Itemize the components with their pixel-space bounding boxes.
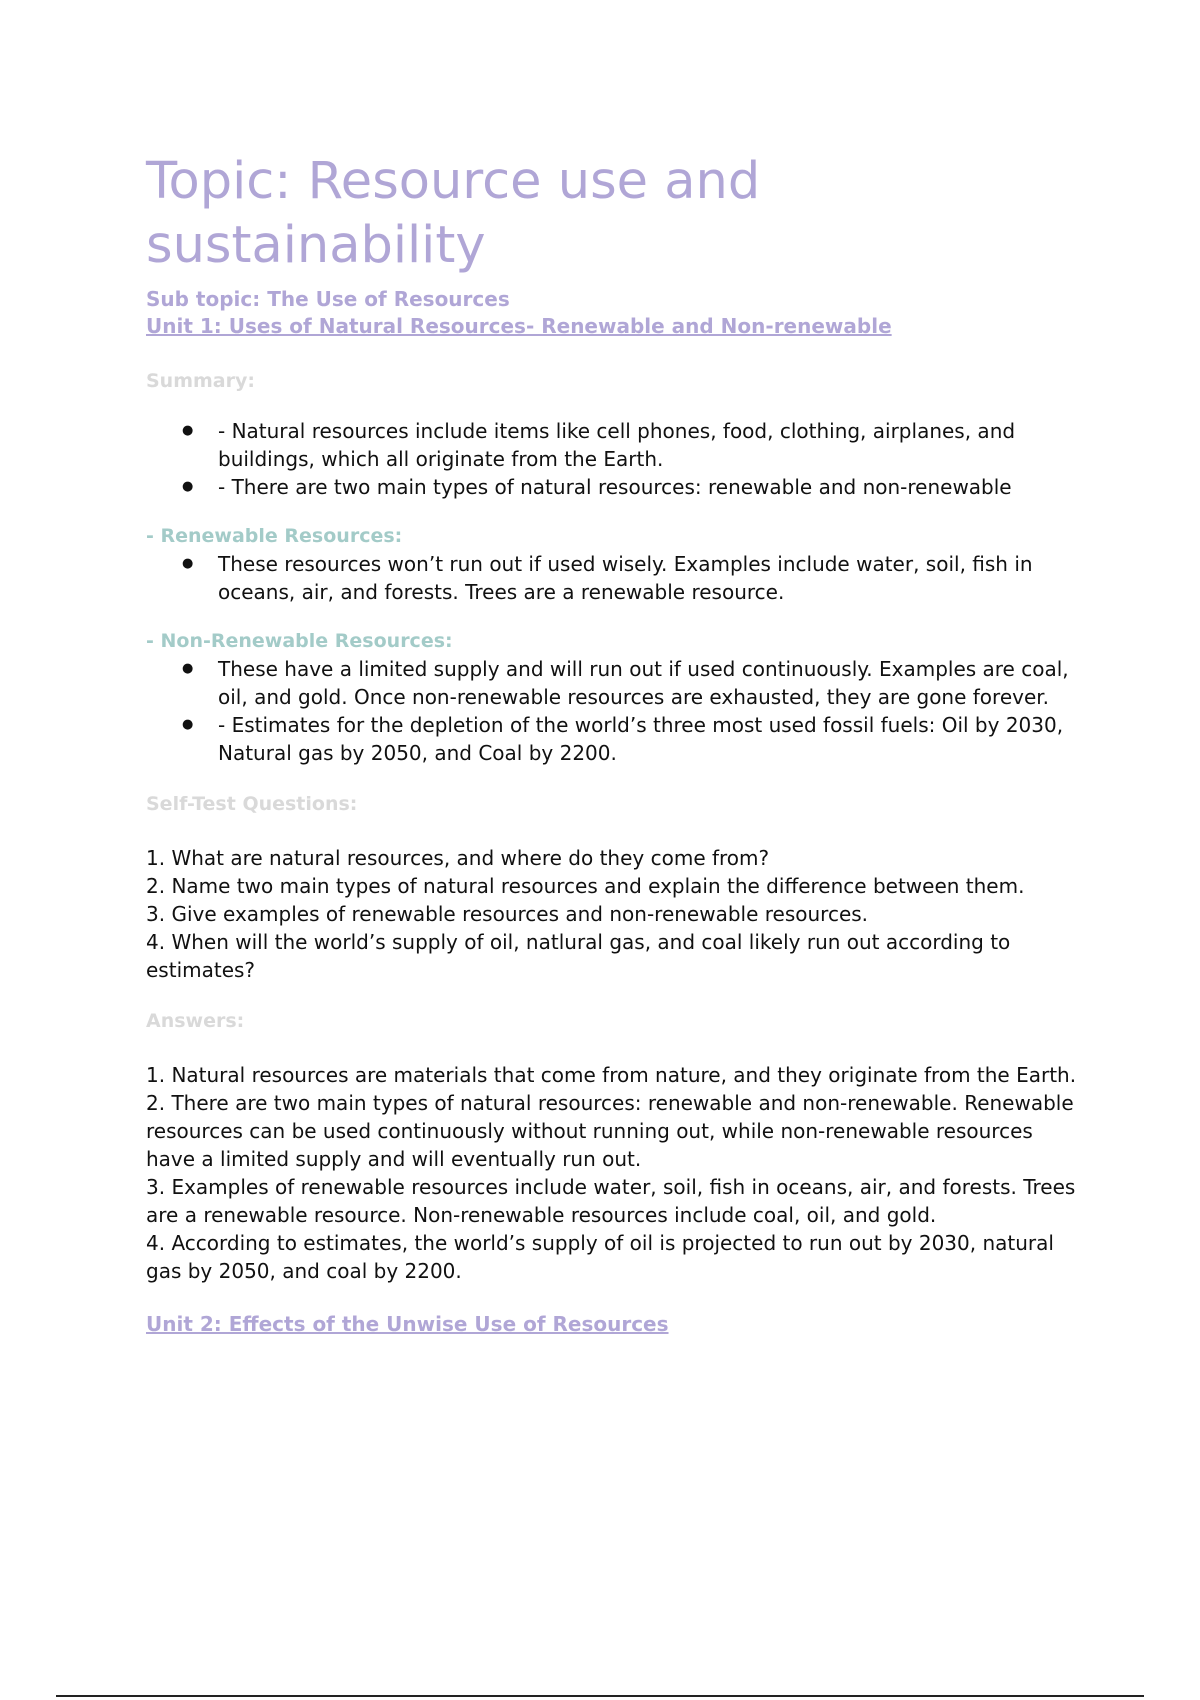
answer-item: 1. Natural resources are materials that come from nature, and they originate from the Earth. bbox=[146, 1063, 1077, 1087]
list-item: ● These resources won’t run out if used wisely. Examples include water, soil, fish in oceans, air, and forests. Trees are a renewable resource. bbox=[218, 550, 1086, 606]
renewable-label: - Renewable Resources: bbox=[146, 525, 403, 547]
page-title: Topic: Resource use and sustainability bbox=[146, 152, 761, 275]
answers-list bbox=[146, 1061, 1086, 1285]
subtopic-heading: Sub topic: The Use of Resources bbox=[146, 287, 510, 311]
nonrenewable-label: - Non-Renewable Resources: bbox=[146, 630, 453, 652]
answer-item: 3. Examples of renewable resources include water, soil, fish in oceans, air, and forests. Trees are a renewable resource. Non-renewable resources include coal, oil, and gold. bbox=[146, 1175, 1076, 1227]
unit-2-link[interactable]: Unit 2: Effects of the Unwise Use of Resources bbox=[146, 1312, 669, 1336]
list-item: ● - Natural resources include items like cell phones, food, clothing, airplanes, and buildings, which all originate from the Earth. bbox=[218, 417, 1086, 473]
question-item: 2. Name two main types of natural resources and explain the difference between them. bbox=[146, 874, 1025, 898]
question-item: 1. What are natural resources, and where do they come from? bbox=[146, 846, 770, 870]
question-item: 4. When will the world’s supply of oil, natlural gas, and coal likely run out according to estimates? bbox=[146, 930, 1011, 982]
summary-label: Summary: bbox=[146, 370, 255, 392]
list-item: ● - There are two main types of natural resources: renewable and non-renewable bbox=[218, 473, 1086, 501]
questions-list bbox=[146, 844, 1086, 984]
answers-label: Answers: bbox=[146, 1010, 245, 1032]
renewable-list bbox=[146, 550, 1086, 606]
document-page bbox=[146, 150, 1086, 1338]
footer-divider bbox=[56, 1695, 1144, 1697]
list-item: ● These have a limited supply and will run out if used continuously. Examples are coal, oil, and gold. Once non-renewable resources are exhausted, they are gone forever. bbox=[218, 655, 1086, 711]
nonrenewable-list bbox=[146, 655, 1086, 767]
question-item: 3. Give examples of renewable resources and non-renewable resources. bbox=[146, 902, 869, 926]
summary-list bbox=[146, 417, 1086, 501]
unit-1-link[interactable]: Unit 1: Uses of Natural Resources- Renewable and Non-renewable bbox=[146, 314, 892, 338]
answer-item: 4. According to estimates, the world’s supply of oil is projected to run out by 2030, natural gas by 2050, and coal by 2200. bbox=[146, 1231, 1054, 1283]
list-item: ● - Estimates for the depletion of the world’s three most used fossil fuels: Oil by 2030, Natural gas by 2050, and Coal by 2200. bbox=[218, 711, 1086, 767]
answer-item: 2. There are two main types of natural resources: renewable and non-renewable. Renewable resources can be used continuously without running out, while non-renewable resources have a limited supply and will eventually run out. bbox=[146, 1091, 1074, 1171]
selftest-label: Self-Test Questions: bbox=[146, 793, 358, 815]
